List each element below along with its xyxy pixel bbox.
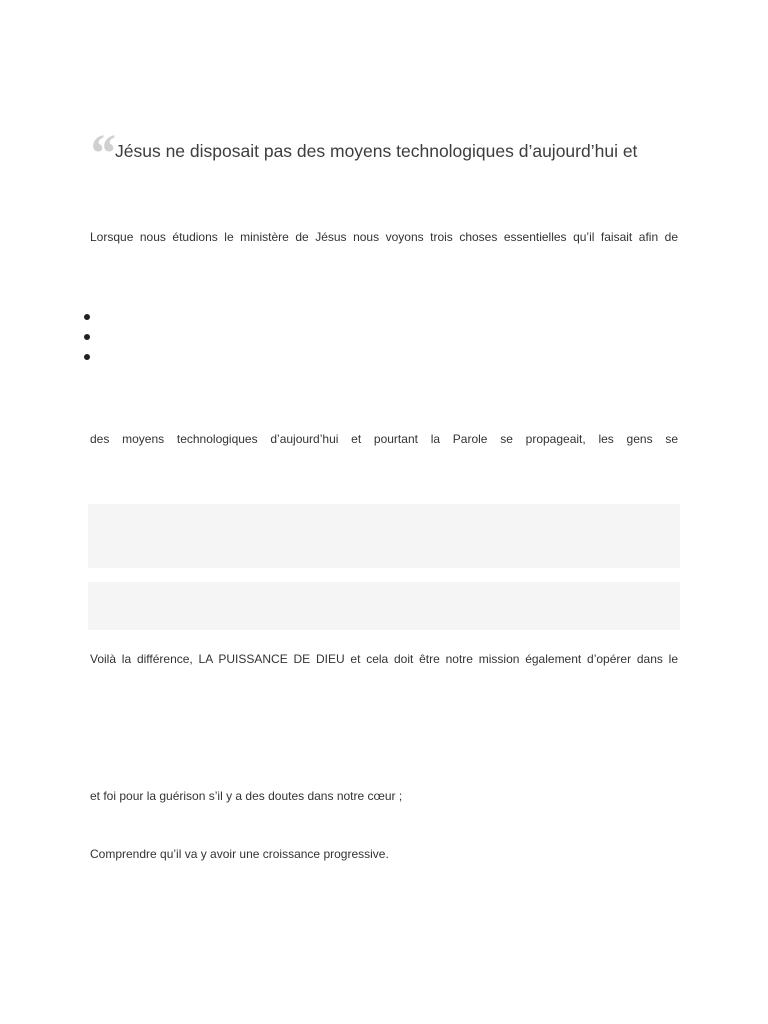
bullet-item bbox=[84, 334, 90, 340]
quote-mark-icon: “ bbox=[88, 123, 115, 183]
paragraph-technology: des moyens technologiques d’aujourd’hui et pourtant la Parole se propageait, les gens se bbox=[90, 432, 678, 446]
placeholder-block bbox=[88, 582, 680, 630]
quote-text: Jésus ne disposait pas des moyens technologiques d’aujourd’hui et bbox=[115, 141, 638, 161]
paragraph-croissance: Comprendre qu’il va y avoir une croissance progressive. bbox=[90, 847, 389, 861]
paragraph-puissance: Voilà la différence, LA PUISSANCE DE DIEU et cela doit être notre mission également d’opérer dans le bbox=[90, 652, 678, 666]
paragraph-intro: Lorsque nous étudions le ministère de Jésus nous voyons trois choses essentielles qu’il faisait afin de bbox=[90, 230, 678, 244]
pull-quote bbox=[88, 123, 688, 183]
paragraph-foi: et foi pour la guérison s’il y a des doutes dans notre cœur ; bbox=[90, 789, 403, 803]
bullet-item bbox=[84, 354, 90, 360]
bullet-item bbox=[84, 314, 90, 320]
placeholder-block bbox=[88, 504, 680, 568]
bullet-list bbox=[84, 314, 90, 374]
